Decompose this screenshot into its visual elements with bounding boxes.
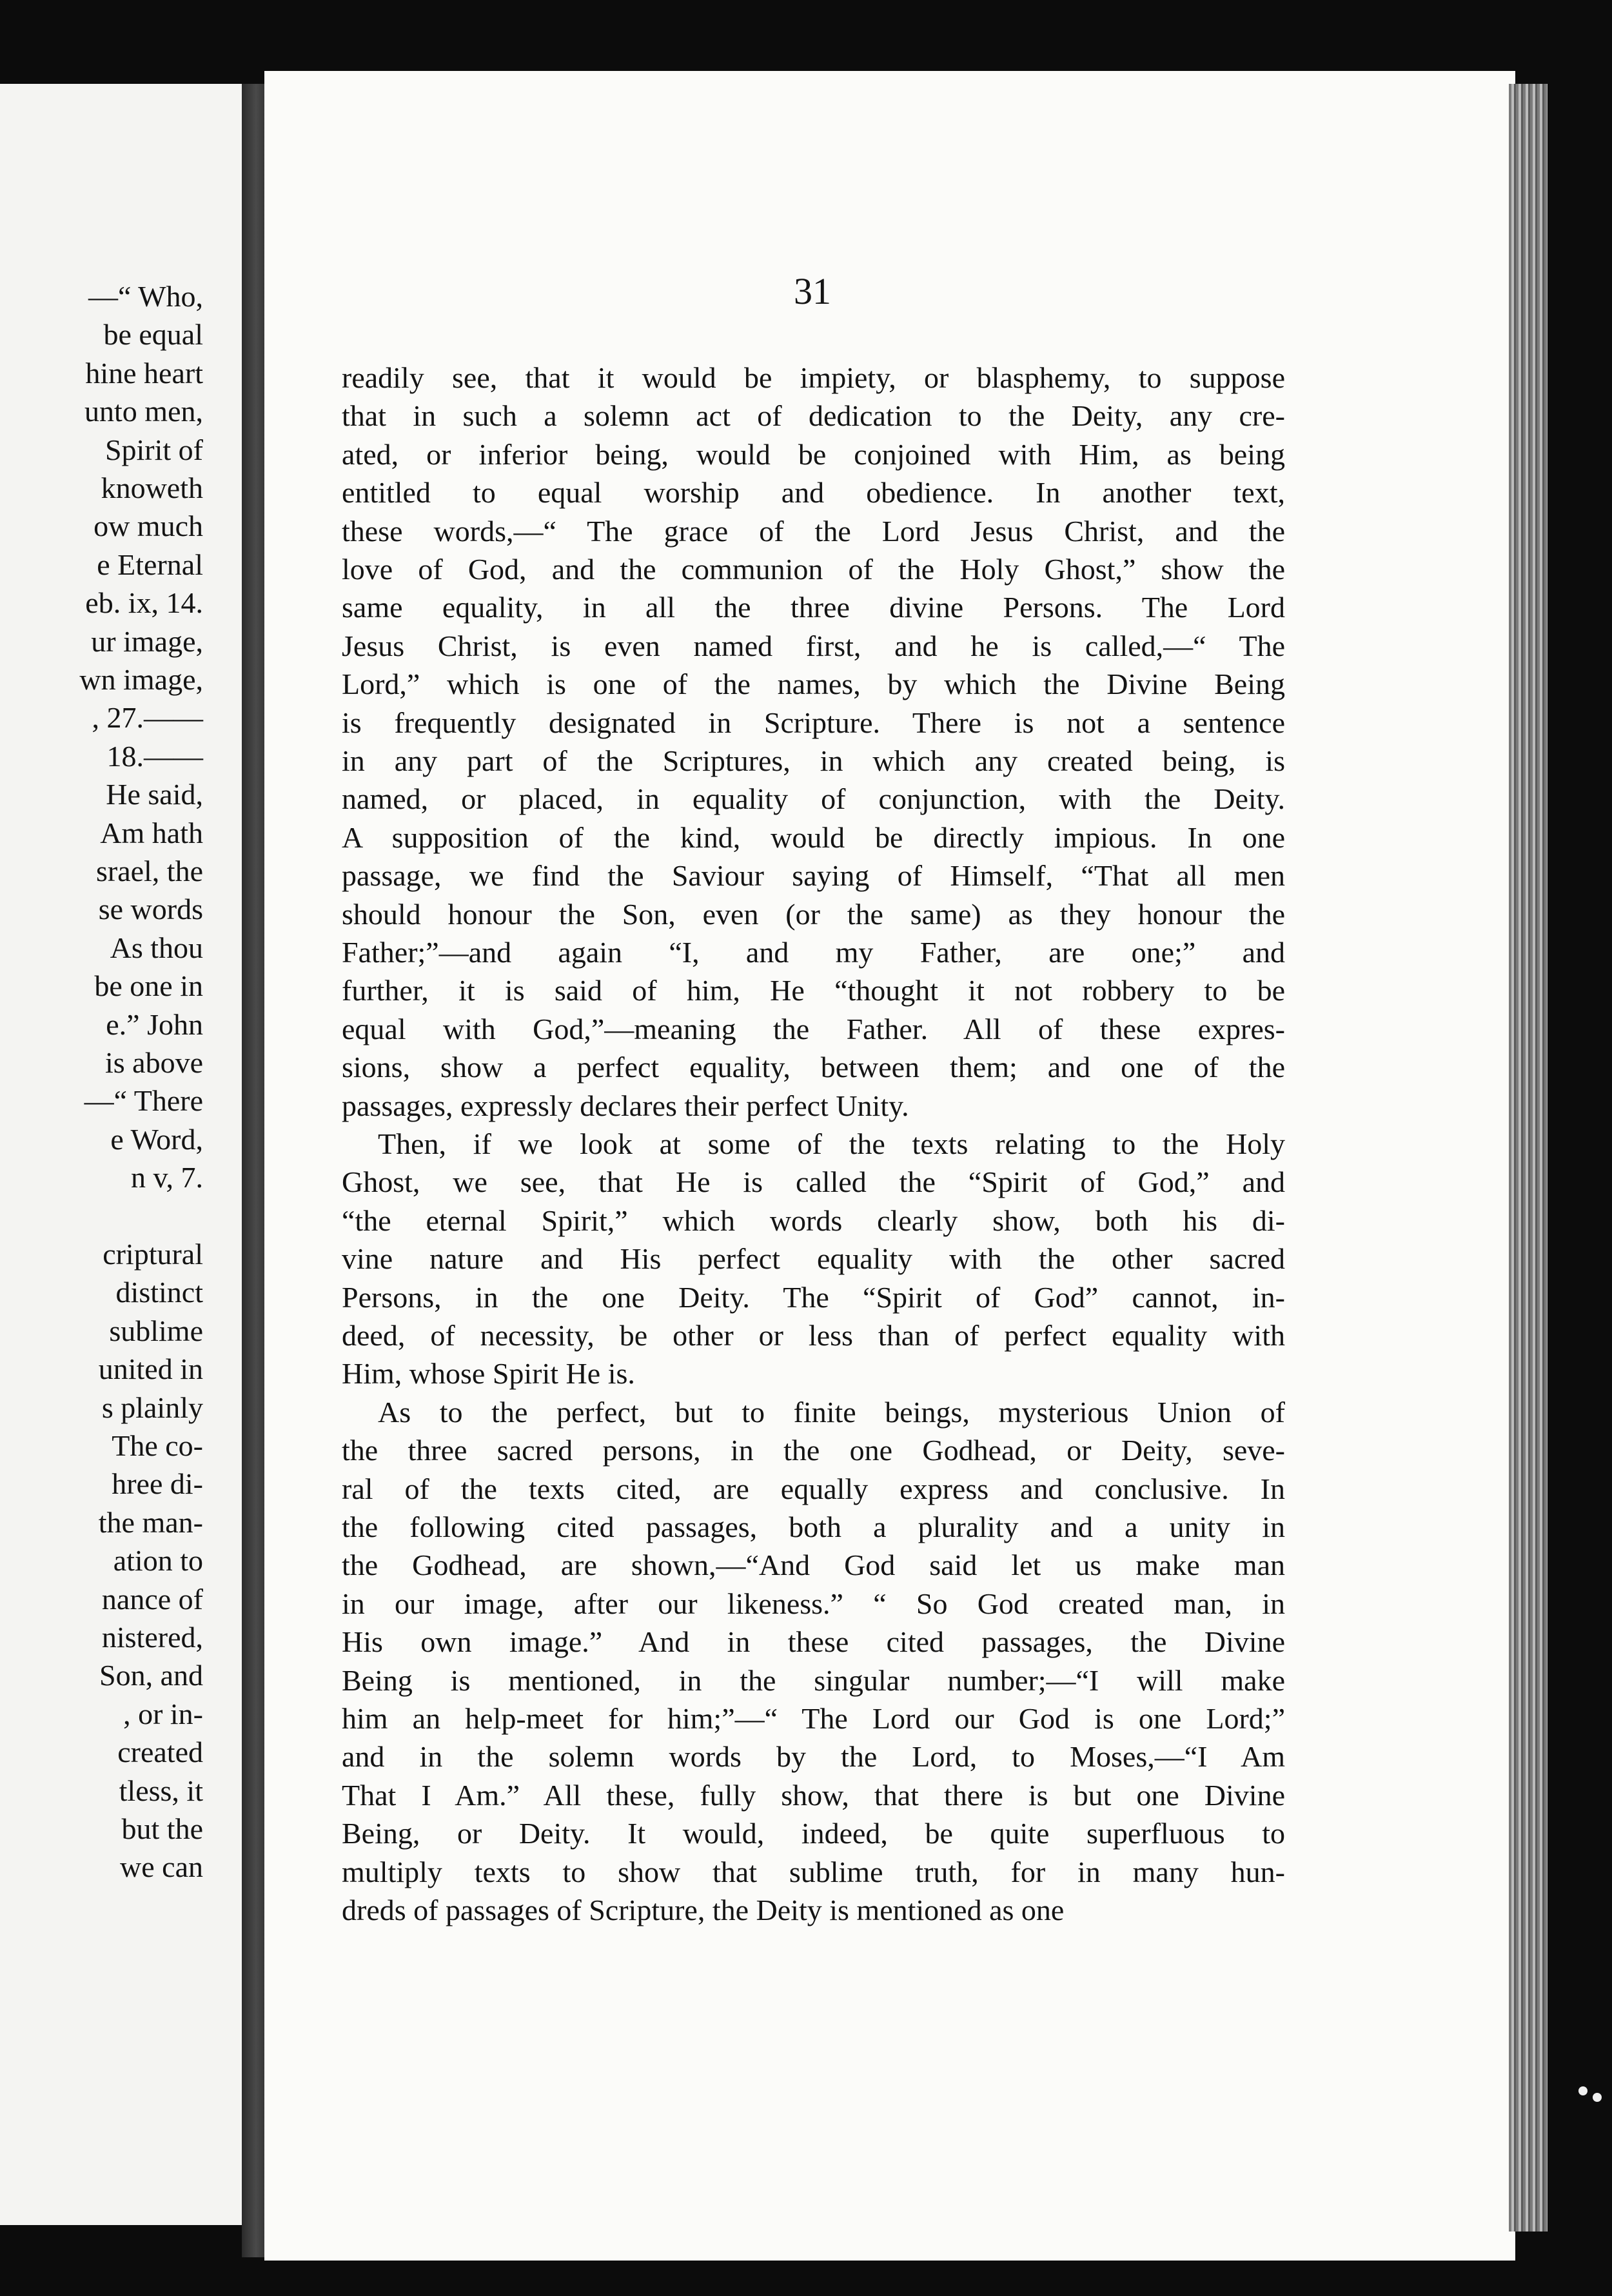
facing-page-fragment: [0, 84, 242, 2225]
left-column-line: —“ There: [84, 1084, 203, 1118]
text-line: As to the perfect, but to finite beings, mysterious Union of: [378, 1395, 1285, 1429]
text-line: vine nature and His perfect equality with the other sacred: [342, 1242, 1285, 1276]
text-line: should honour the Son, even (or the same) as they honour the: [342, 897, 1285, 931]
text-line: further, it is said of him, He “thought it not robbery to be: [342, 974, 1285, 1007]
text-line: named, or placed, in equality of conjunction, with the Deity.: [342, 782, 1285, 816]
text-line: entitled to equal worship and obedience. In another text,: [342, 476, 1285, 510]
scan-speck: [1578, 2086, 1587, 2095]
left-column-line: n v, 7.: [130, 1161, 203, 1194]
left-column-line: criptural: [103, 1238, 203, 1271]
text-line: Being, or Deity. It would, indeed, be quite superfluous to: [342, 1817, 1285, 1850]
text-line: deed, of necessity, be other or less than of perfect equality with: [342, 1319, 1285, 1352]
left-column-line: nistered,: [101, 1621, 203, 1654]
left-column-line: the man-: [98, 1505, 203, 1539]
left-column-line: distinct: [115, 1276, 203, 1309]
scan-speck: [1593, 2093, 1602, 2102]
left-column-line: He said,: [106, 778, 203, 811]
left-column-line: created: [117, 1736, 203, 1769]
text-line: these words,—“ The grace of the Lord Jesus Christ, and the: [342, 514, 1285, 548]
left-column-line: s plainly: [101, 1390, 203, 1424]
text-line: same equality, in all the three divine Persons. The Lord: [342, 591, 1285, 624]
left-column-line: united in: [98, 1352, 203, 1386]
text-line: That I Am.” All these, fully show, that there is but one Divine: [342, 1778, 1285, 1812]
left-column-line: , or in-: [123, 1697, 203, 1730]
page-edges: [1509, 84, 1548, 2232]
text-line: love of God, and the communion of the Holy Ghost,” show the: [342, 553, 1285, 586]
left-column-line: nance of: [101, 1582, 203, 1616]
left-column-line: be one in: [94, 969, 203, 1003]
left-column-line: is above: [104, 1046, 203, 1079]
text-line: Him, whose Spirit He is.: [342, 1357, 635, 1390]
text-line: readily see, that it would be impiety, or blasphemy, to suppose: [342, 361, 1285, 394]
left-column-line: srael, the: [95, 855, 203, 887]
left-column-line: knoweth: [101, 471, 203, 504]
left-column-line: tless, it: [119, 1774, 203, 1807]
text-line: ral of the texts cited, are equally express and conclusive. In: [342, 1472, 1285, 1505]
left-column-line: we can: [120, 1850, 203, 1884]
text-line: sions, show a perfect equality, between them; and one of the: [342, 1051, 1285, 1084]
left-column-line: 18.——: [106, 739, 203, 773]
text-line: and in the solemn words by the Lord, to Moses,—“I Am: [342, 1740, 1285, 1774]
left-column-line: e Eternal: [97, 548, 203, 581]
left-column-line: se words: [98, 893, 203, 926]
text-line: the three sacred persons, in the one Godhead, or Deity, seve-: [342, 1434, 1285, 1467]
text-line: multiply texts to show that sublime truth, for in many hun-: [342, 1855, 1285, 1888]
left-column-line: ur image,: [91, 624, 203, 658]
page-number: 31: [794, 270, 831, 312]
text-line: in any part of the Scriptures, in which any created being, is: [342, 744, 1285, 777]
left-column-line: sublime: [109, 1314, 203, 1347]
text-line: dreds of passages of Scripture, the Deity is mentioned as one: [342, 1894, 1065, 1926]
text-line: is frequently designated in Scripture. There is not a sentence: [342, 706, 1285, 739]
text-line: equal with God,”—meaning the Father. All of these expres-: [342, 1012, 1285, 1045]
left-column-line: but the: [121, 1812, 203, 1845]
left-column-line: e Word,: [110, 1122, 203, 1156]
left-column-line: unto men,: [84, 395, 203, 428]
text-line: Then, if we look at some of the texts relating to the Holy: [378, 1127, 1285, 1160]
text-line: the Godhead, are shown,—“And God said let us make man: [342, 1549, 1285, 1582]
text-line: the following cited passages, both a plurality and a unity in: [342, 1510, 1285, 1543]
text-line: Being is mentioned, in the singular number;—“I will make: [342, 1663, 1285, 1697]
left-column-line: As thou: [110, 931, 203, 964]
text-line: Ghost, we see, that He is called the “Spirit of God,” and: [342, 1165, 1285, 1199]
left-column-line: hine heart: [85, 356, 203, 390]
text-line: Father;”—and again “I, and my Father, are one;” and: [342, 936, 1285, 969]
text-line: in our image, after our likeness.” “ So God created man, in: [342, 1587, 1285, 1620]
text-line: ated, or inferior being, would be conjoined with Him, as being: [342, 437, 1285, 471]
text-line: Lord,” which is one of the names, by which the Divine Being: [342, 668, 1285, 701]
text-line: Jesus Christ, is even named first, and he is called,—“ The: [342, 629, 1285, 662]
text-line: that in such a solemn act of dedication to the Deity, any cre-: [342, 399, 1285, 433]
left-column-line: eb. ix, 14.: [85, 586, 203, 620]
text-line: him an help-meet for him;”—“ The Lord our God is one Lord;”: [342, 1702, 1285, 1735]
left-column-line: —“ Who,: [88, 280, 203, 313]
left-column-line: ow much: [93, 510, 203, 543]
left-column-line: wn image,: [79, 663, 203, 696]
text-line: Persons, in the one Deity. The “Spirit of God” cannot, in-: [342, 1280, 1285, 1314]
left-column-line: Son, and: [99, 1659, 203, 1692]
left-column-line: e.” John: [106, 1007, 203, 1041]
text-line: A supposition of the kind, would be directly impious. In one: [342, 820, 1285, 854]
text-line: “the eternal Spirit,” which words clearly show, both his di-: [342, 1203, 1285, 1237]
text-line: passages, expressly declares their perfect Unity.: [342, 1089, 909, 1122]
left-column-line: The co-: [112, 1429, 203, 1462]
left-column-line: Am hath: [100, 816, 203, 849]
left-column-line: hree di-: [112, 1467, 203, 1501]
left-column-line: be equal: [103, 318, 203, 351]
left-column-line: Spirit of: [104, 433, 203, 466]
left-column-line: ation to: [113, 1544, 203, 1578]
left-column-line: , 27.——: [92, 701, 203, 735]
text-line: His own image.” And in these cited passages, the Divine: [342, 1625, 1285, 1659]
text-line: passage, we find the Saviour saying of Himself, “That all men: [342, 859, 1285, 893]
